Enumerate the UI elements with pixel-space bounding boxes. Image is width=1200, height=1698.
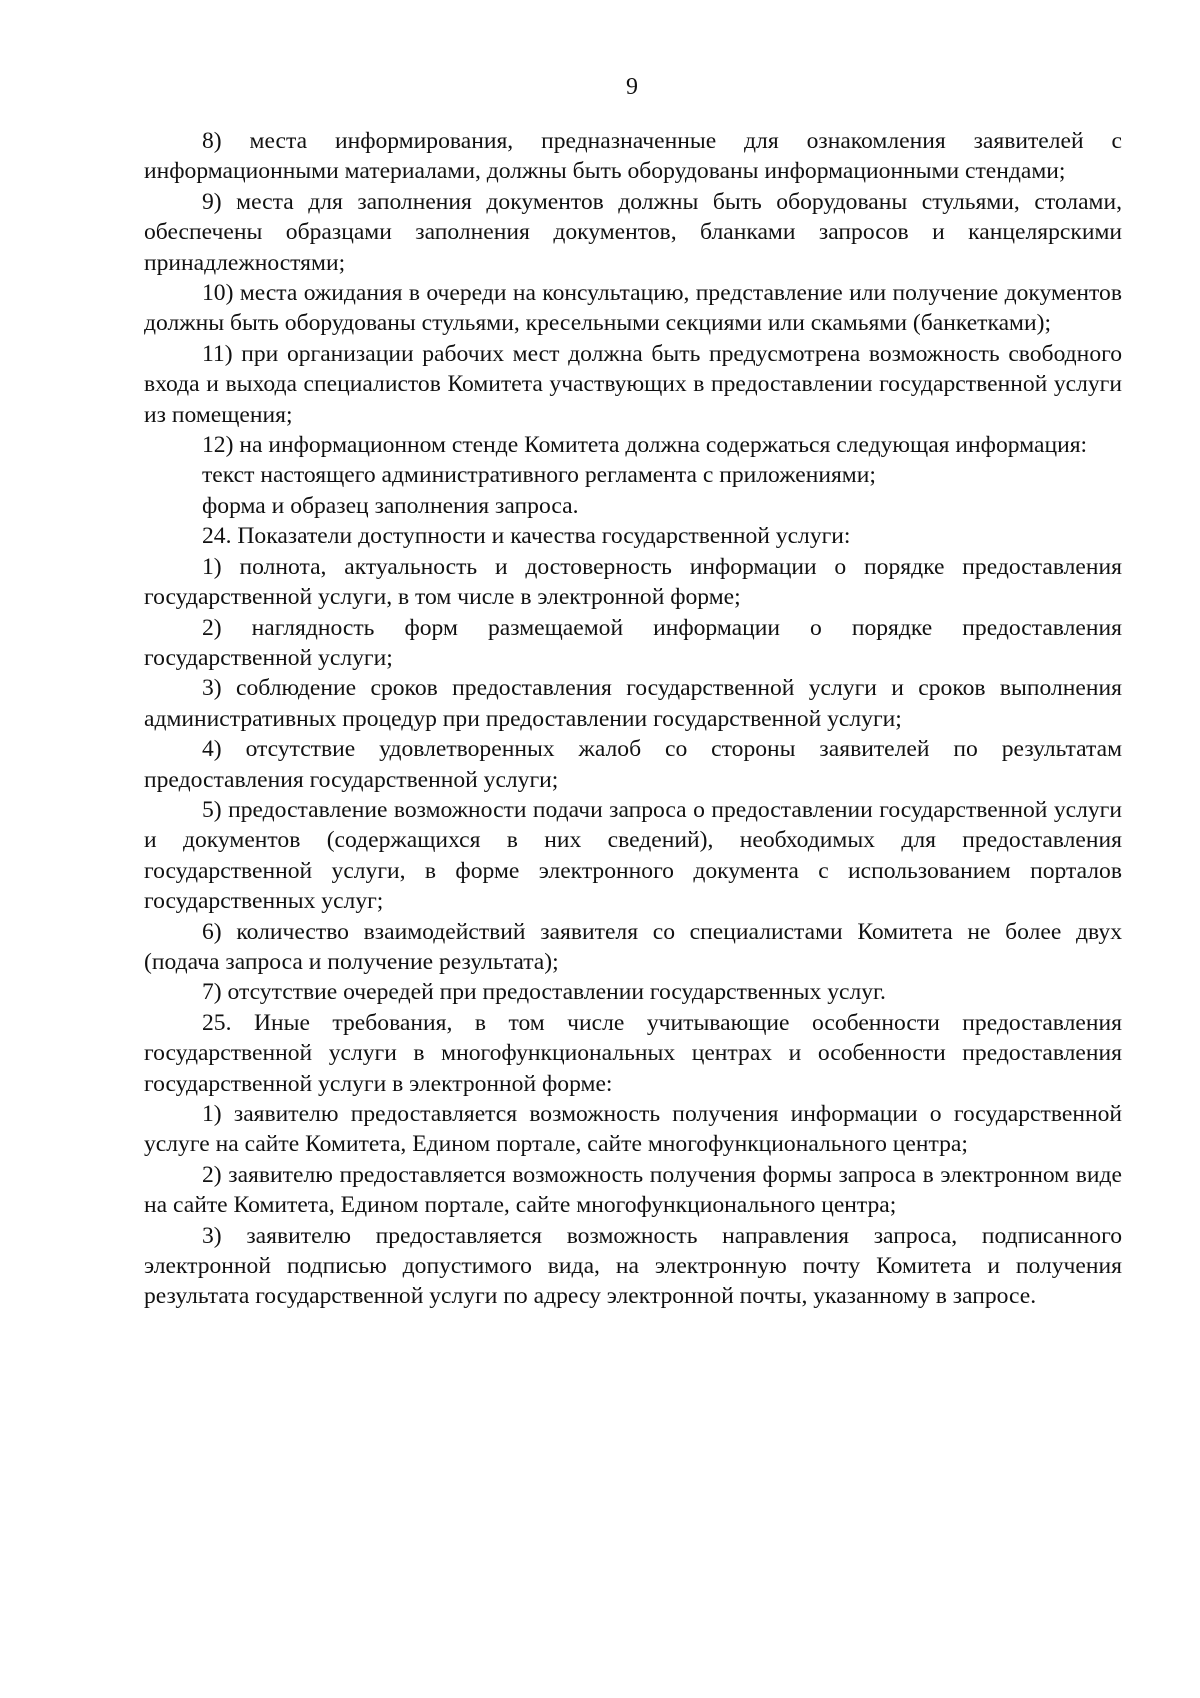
paragraph-8: 8) места информирования, предназначенные для ознакомления заявителей с информационными материалами, должны быть оборудованы информационными стендами; <box>144 128 1122 185</box>
paragraph-10: 10) места ожидания в очереди на консультацию, представление или получение документов должны быть оборудованы стульями, кресельными секциями или скамьями (банкетками); <box>144 280 1122 337</box>
paragraph-9: 9) места для заполнения документов должны быть оборудованы стульями, столами, обеспечены образцами заполнения документов, бланками запросов и канцелярскими принадлежностями; <box>144 188 1122 276</box>
section-24-item-5: 5) предоставление возможности подачи запроса о предоставлении государственной услуги и документов (содержащихся в них сведений), необходимых для предоставления государственной услуги, в форме электронного документа с использованием порталов государственных услуг; <box>144 796 1122 915</box>
section-25-item-2: 2) заявителю предоставляется возможность получения формы запроса в электронном виде на сайте Комитета, Едином портале, сайте многофункционального центра; <box>144 1161 1122 1219</box>
section-24-item-6: 6) количество взаимодействий заявителя со специалистами Комитета не более двух (подача запроса и получение результата); <box>144 918 1122 975</box>
section-25-heading: 25. Иные требования, в том числе учитывающие особенности предоставления государственной услуги в многофункциональных центрах и особенности предоставления государственной услуги в электронной форме: <box>144 1009 1122 1097</box>
section-24-item-7: 7) отсутствие очередей при предоставлении государственных услуг. <box>202 979 886 1006</box>
section-24-heading: 24. Показатели доступности и качества государственной услуги: <box>202 523 851 550</box>
document-body <box>144 126 1122 1312</box>
section-25-item-1: 1) заявителю предоставляется возможность получения информации о государственной услуге на сайте Комитета, Едином портале, сайте многофункционального центра; <box>144 1101 1122 1158</box>
section-24-item-3: 3) соблюдение сроков предоставления государственной услуги и сроков выполнения административных процедур при предоставлении государственной услуги; <box>144 675 1122 732</box>
paragraph-12-item-form: форма и образец заполнения запроса. <box>202 492 579 519</box>
paragraph-12: 12) на информационном стенде Комитета должна содержаться следующая информация: <box>202 432 1088 459</box>
paragraph-11: 11) при организации рабочих мест должна быть предусмотрена возможность свободного входа и выхода специалистов Комитета участвующих в предоставлении государственной услуги из помещения; <box>144 340 1122 428</box>
page-number: 9 <box>626 74 638 100</box>
section-24-item-1: 1) полнота, актуальность и достоверность информации о порядке предоставления государственной услуги, в том числе в электронной форме; <box>144 553 1122 611</box>
section-24-item-4: 4) отсутствие удовлетворенных жалоб со стороны заявителей по результатам предоставления государственной услуги; <box>144 736 1122 793</box>
section-25-item-3: 3) заявителю предоставляется возможность направления запроса, подписанного электронной подписью допустимого вида, на электронную почту Комитета и получения результата государственной услуги по адресу электронной почты, указанному в запросе. <box>144 1222 1122 1310</box>
paragraph-12-item-text: текст настоящего административного регламента с приложениями; <box>202 462 876 489</box>
section-24-item-2: 2) наглядность форм размещаемой информации о порядке предоставления государственной услуги; <box>144 614 1122 671</box>
